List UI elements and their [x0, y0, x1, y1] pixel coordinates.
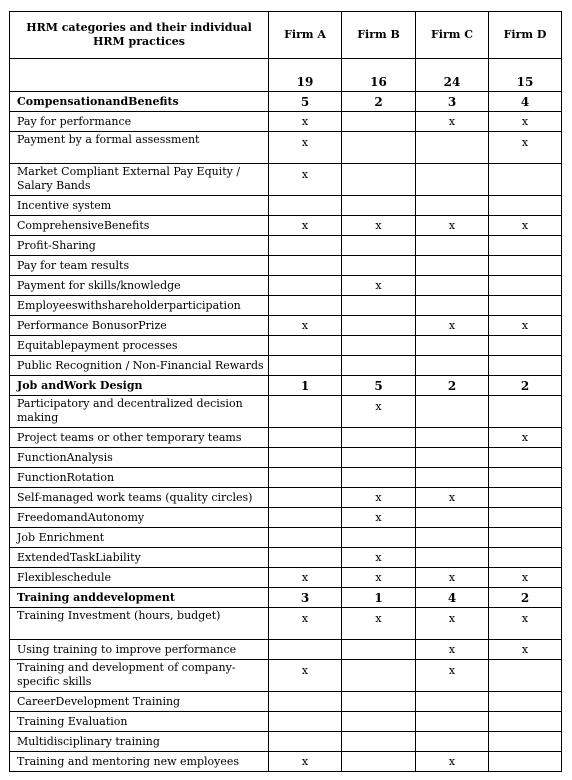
practice-row	[10, 732, 562, 752]
practice-mark-cell	[416, 528, 489, 548]
practice-mark-cell	[269, 256, 342, 276]
category-label: Job andWork Design	[10, 376, 269, 396]
practice-row	[10, 296, 562, 316]
total-firm-b: 16	[342, 59, 416, 92]
practice-row	[10, 548, 562, 568]
practice-mark-cell	[489, 336, 562, 356]
practice-mark-cell	[342, 448, 416, 468]
practice-mark-cell: x	[416, 216, 489, 236]
practice-label: Pay for team results	[10, 256, 269, 276]
practice-mark-cell: x	[342, 276, 416, 296]
practice-row	[10, 256, 562, 276]
practice-mark-cell: x	[416, 752, 489, 772]
practice-label: Self-managed work teams (quality circles)	[10, 488, 269, 508]
practice-mark-cell	[416, 428, 489, 448]
practice-label: Training Investment (hours, budget)	[10, 608, 269, 640]
category-label: CompensationandBenefits	[10, 92, 269, 112]
practice-mark-cell	[489, 196, 562, 216]
practice-label: Multidisciplinary training	[10, 732, 269, 752]
practice-label: Using training to improve performance	[10, 640, 269, 660]
practice-label: Flexibleschedule	[10, 568, 269, 588]
practice-mark-cell	[342, 528, 416, 548]
practice-mark-cell	[342, 196, 416, 216]
practice-mark-cell: x	[489, 316, 562, 336]
practice-mark-cell	[489, 528, 562, 548]
practice-mark-cell	[489, 296, 562, 316]
practice-mark-cell: x	[416, 608, 489, 640]
practice-mark-cell	[489, 164, 562, 196]
practice-row	[10, 164, 562, 196]
practice-row	[10, 528, 562, 548]
table-body	[10, 92, 562, 772]
practice-mark-cell: x	[342, 608, 416, 640]
practice-label: Profit-Sharing	[10, 236, 269, 256]
practice-label: FreedomandAutonomy	[10, 508, 269, 528]
practice-mark-cell	[416, 236, 489, 256]
practice-mark-cell: x	[416, 316, 489, 336]
practice-label: ExtendedTaskLiability	[10, 548, 269, 568]
practice-row	[10, 236, 562, 256]
practice-mark-cell	[416, 448, 489, 468]
category-count-cell: 4	[416, 588, 489, 608]
practice-mark-cell	[489, 276, 562, 296]
practice-mark-cell	[342, 428, 416, 448]
practice-mark-cell	[489, 468, 562, 488]
category-row	[10, 376, 562, 396]
total-firm-c: 24	[416, 59, 489, 92]
category-count-cell: 2	[416, 376, 489, 396]
practice-mark-cell	[416, 132, 489, 164]
practice-row	[10, 488, 562, 508]
practice-mark-cell	[489, 660, 562, 692]
practice-mark-cell: x	[416, 568, 489, 588]
practice-label: Performance BonusorPrize	[10, 316, 269, 336]
header-firm-d: Firm D	[489, 12, 562, 59]
practice-mark-cell: x	[416, 640, 489, 660]
header-firm-b: Firm B	[342, 12, 416, 59]
practice-row	[10, 640, 562, 660]
practice-row	[10, 752, 562, 772]
practice-row	[10, 608, 562, 640]
practice-label: FunctionRotation	[10, 468, 269, 488]
practice-mark-cell	[269, 428, 342, 448]
practice-mark-cell: x	[269, 752, 342, 772]
practice-mark-cell	[342, 164, 416, 196]
practice-mark-cell	[269, 396, 342, 428]
totals-row	[10, 59, 562, 92]
practice-mark-cell: x	[489, 428, 562, 448]
practice-row	[10, 428, 562, 448]
practice-label: Training Evaluation	[10, 712, 269, 732]
practice-mark-cell	[342, 732, 416, 752]
practice-mark-cell	[342, 316, 416, 336]
practice-label: FunctionAnalysis	[10, 448, 269, 468]
practice-row	[10, 468, 562, 488]
practice-mark-cell	[269, 488, 342, 508]
practice-label: Public Recognition / Non-Financial Rewards	[10, 356, 269, 376]
category-count-cell: 5	[269, 92, 342, 112]
practice-mark-cell	[269, 468, 342, 488]
practice-mark-cell	[269, 196, 342, 216]
practice-row	[10, 356, 562, 376]
practice-mark-cell: x	[416, 112, 489, 132]
practice-mark-cell	[489, 256, 562, 276]
practice-row	[10, 448, 562, 468]
practice-mark-cell: x	[489, 640, 562, 660]
practice-mark-cell	[342, 296, 416, 316]
practice-label: Training and mentoring new employees	[10, 752, 269, 772]
header-firm-c: Firm C	[416, 12, 489, 59]
category-count-cell: 2	[489, 376, 562, 396]
practice-mark-cell: x	[342, 568, 416, 588]
practice-mark-cell	[269, 236, 342, 256]
practice-mark-cell: x	[342, 548, 416, 568]
practice-mark-cell: x	[269, 608, 342, 640]
practice-row	[10, 568, 562, 588]
practice-mark-cell	[269, 640, 342, 660]
practice-label: Participatory and decentralized decision making	[10, 396, 269, 428]
practice-row	[10, 276, 562, 296]
practice-row	[10, 132, 562, 164]
practice-row	[10, 196, 562, 216]
practice-mark-cell	[269, 336, 342, 356]
total-firm-a: 19	[269, 59, 342, 92]
practice-mark-cell	[342, 336, 416, 356]
category-row	[10, 92, 562, 112]
practice-mark-cell	[489, 236, 562, 256]
practice-mark-cell	[342, 236, 416, 256]
practice-mark-cell	[269, 276, 342, 296]
practice-mark-cell	[269, 296, 342, 316]
practice-mark-cell: x	[416, 488, 489, 508]
practice-label: Job Enrichment	[10, 528, 269, 548]
practice-label: Employeeswithshareholderparticipation	[10, 296, 269, 316]
practice-label: CareerDevelopment Training	[10, 692, 269, 712]
practice-mark-cell	[416, 196, 489, 216]
practice-mark-cell	[416, 276, 489, 296]
hrm-practices-table	[9, 11, 562, 772]
category-count-cell: 4	[489, 92, 562, 112]
practice-mark-cell	[342, 256, 416, 276]
practice-row	[10, 692, 562, 712]
practice-mark-cell	[416, 468, 489, 488]
practice-label: Market Compliant External Pay Equity / Salary Bands	[10, 164, 269, 196]
practice-mark-cell	[269, 548, 342, 568]
practice-label: Project teams or other temporary teams	[10, 428, 269, 448]
practice-mark-cell	[489, 508, 562, 528]
practice-row	[10, 712, 562, 732]
practice-mark-cell	[489, 692, 562, 712]
practice-row	[10, 660, 562, 692]
header-row	[10, 12, 562, 59]
practice-row	[10, 112, 562, 132]
practice-mark-cell	[269, 448, 342, 468]
practice-mark-cell	[416, 256, 489, 276]
practice-mark-cell: x	[342, 396, 416, 428]
practice-mark-cell	[489, 548, 562, 568]
practice-mark-cell: x	[489, 568, 562, 588]
practice-label: Payment for skills/knowledge	[10, 276, 269, 296]
category-row	[10, 588, 562, 608]
practice-mark-cell	[489, 488, 562, 508]
practice-mark-cell	[489, 752, 562, 772]
practice-mark-cell	[269, 732, 342, 752]
practice-mark-cell	[416, 296, 489, 316]
practice-mark-cell	[269, 692, 342, 712]
practice-mark-cell: x	[489, 608, 562, 640]
practice-mark-cell	[489, 448, 562, 468]
category-count-cell: 5	[342, 376, 416, 396]
practice-mark-cell: x	[269, 316, 342, 336]
practice-mark-cell	[489, 356, 562, 376]
practice-mark-cell	[416, 692, 489, 712]
practice-mark-cell: x	[489, 216, 562, 236]
practice-mark-cell: x	[269, 132, 342, 164]
practice-mark-cell: x	[342, 508, 416, 528]
practice-label: Equitablepayment processes	[10, 336, 269, 356]
practice-row	[10, 216, 562, 236]
practice-label: Incentive system	[10, 196, 269, 216]
category-count-cell: 2	[489, 588, 562, 608]
category-count-cell: 3	[269, 588, 342, 608]
practice-mark-cell	[342, 692, 416, 712]
category-count-cell: 1	[342, 588, 416, 608]
practice-mark-cell	[416, 396, 489, 428]
practice-mark-cell	[342, 752, 416, 772]
practice-label: Payment by a formal assessment	[10, 132, 269, 164]
category-count-cell: 3	[416, 92, 489, 112]
practice-mark-cell	[342, 640, 416, 660]
practice-mark-cell	[342, 356, 416, 376]
practice-mark-cell: x	[269, 660, 342, 692]
practice-mark-cell	[416, 732, 489, 752]
practice-mark-cell: x	[416, 660, 489, 692]
practice-mark-cell	[416, 712, 489, 732]
practice-mark-cell: x	[489, 132, 562, 164]
practice-mark-cell: x	[269, 112, 342, 132]
category-count-cell: 1	[269, 376, 342, 396]
category-label: Training anddevelopment	[10, 588, 269, 608]
practice-mark-cell	[269, 712, 342, 732]
practice-label: Training and development of company-specific skills	[10, 660, 269, 692]
practice-mark-cell	[342, 660, 416, 692]
practice-label: Pay for performance	[10, 112, 269, 132]
practice-mark-cell	[342, 132, 416, 164]
practice-mark-cell	[489, 396, 562, 428]
practice-mark-cell: x	[269, 568, 342, 588]
practice-row	[10, 336, 562, 356]
practice-row	[10, 508, 562, 528]
practice-mark-cell	[269, 508, 342, 528]
practice-row	[10, 396, 562, 428]
practice-mark-cell	[342, 468, 416, 488]
practice-mark-cell	[342, 712, 416, 732]
practice-mark-cell	[416, 336, 489, 356]
header-category: HRM categories and their individual HRM practices	[10, 12, 269, 59]
practice-mark-cell	[416, 356, 489, 376]
practice-mark-cell	[342, 112, 416, 132]
practice-mark-cell	[416, 548, 489, 568]
practice-mark-cell: x	[489, 112, 562, 132]
totals-label-cell	[10, 59, 269, 92]
header-firm-a: Firm A	[269, 12, 342, 59]
practice-mark-cell	[489, 712, 562, 732]
practice-row	[10, 316, 562, 336]
practice-mark-cell	[269, 356, 342, 376]
practice-mark-cell	[489, 732, 562, 752]
practice-mark-cell: x	[269, 216, 342, 236]
practice-mark-cell: x	[269, 164, 342, 196]
practice-label: ComprehensiveBenefits	[10, 216, 269, 236]
practice-mark-cell: x	[342, 488, 416, 508]
practice-mark-cell	[416, 164, 489, 196]
practice-mark-cell: x	[342, 216, 416, 236]
total-firm-d: 15	[489, 59, 562, 92]
practice-mark-cell	[416, 508, 489, 528]
category-count-cell: 2	[342, 92, 416, 112]
practice-mark-cell	[269, 528, 342, 548]
